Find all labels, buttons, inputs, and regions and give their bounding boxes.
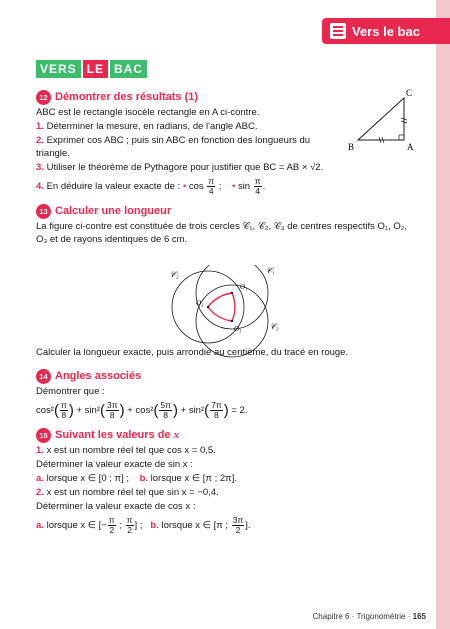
label-o1: O₁ [240,283,248,291]
ex12-q3: 3. Utiliser le théorème de Pythagore pour justifier que BC = AB × √2. [36,162,324,173]
exercise-number: 12 [36,90,51,105]
exercise-title: Angles associés [55,370,142,382]
exercise-13-header [36,204,416,219]
ex12-q2: 2. Exprimer cos ABC ; puis sin ABC en fonction des longueurs du triangle. [36,135,311,159]
exercise-title: Calculer une longueur [55,205,172,217]
side-band [436,0,450,629]
exercise-12-header [36,90,416,105]
ex13-question: Calculer la longueur exacte, puis arrondie au centième, du tracé en rouge. [36,347,349,358]
exercise-number: 13 [36,204,51,219]
ex15-q1: 1. x est un nombre réel tel que cos x = 0,5. [36,445,216,456]
label-a: A [407,142,414,152]
book-icon [330,23,346,39]
ex14-text: Démontrer que : [36,386,105,397]
ex15-q2: 2. x est un nombre réel tel que sin x = −0,4. [36,487,219,498]
vers-le-bac-banner [322,18,450,44]
ex12-q4: 4. En déduire la valeur exacte de : • cos $\frac{\pi}{4}$ ; • sin $\frac{\pi}{4}$ . [36,176,266,196]
ex15-q1-options: a. lorsque x ∈ [0 ; π] ; b. lorsque x ∈ [π ; 2π]. [36,473,237,484]
label-c1: 𝒞₁ [266,266,275,275]
ex12-intro: ABC est le rectangle isocèle rectangle en A ci-contre. [36,107,260,118]
exercise-number: 14 [36,369,51,384]
ex15-q2-options: a. lorsque x ∈ [− $\frac{\pi}{2}$ ; $\frac{\pi}{2}$ ] ; b. lorsque x ∈ [π ; $\frac{3\pi}{2}$ ]. [36,515,251,535]
ex15-q2det: Déterminer la valeur exacte de cos x : [36,501,196,512]
exercise-number: 15 [36,428,51,443]
ex15-q1det: Déterminer la valeur exacte de sin x : [36,459,193,470]
label-o2: O₂ [196,299,204,307]
logo-le: LE [83,60,108,78]
label-c: C [406,88,413,98]
logo-bac: BAC [110,60,147,78]
logo-vers: VERS [36,60,81,78]
banner-label: Vers le bac [352,23,420,39]
vers-le-bac-logo [36,60,147,78]
page-footer: Chapitre 6 · Trigonométrie · 165 [312,612,426,621]
exercise-title: Démontrer des résultats (1) [55,91,199,103]
ex12-q1: 1. Déterminer la mesure, en radians, de l'angle ABC. [36,121,258,132]
exercise-title: Suivant les valeurs de x [55,429,180,441]
exercise-15-header [36,428,416,443]
ex13-text: La figure ci-contre est constituée de trois cercles 𝒞₁, 𝒞₂, 𝒞₃ de centres respectifs O₁, O₂, O₃ et de rayons identiques de 6 cm. [36,221,408,245]
label-c3: 𝒞₃ [270,322,279,331]
label-c2: 𝒞₂ [170,270,179,279]
ex14-formula: cos²( $\frac{\pi}{8}$ ) + sin²( $\frac{3\pi}{8}$ ) + cos²( $\frac{5\pi}{8}$ ) + sin²( $\frac{7\pi}{8}$ ) = 2. [36,400,248,420]
three-circles-figure [160,265,290,365]
label-b: B [348,142,355,152]
exercise-14-header [36,369,416,384]
label-o3: O₃ [234,325,242,333]
